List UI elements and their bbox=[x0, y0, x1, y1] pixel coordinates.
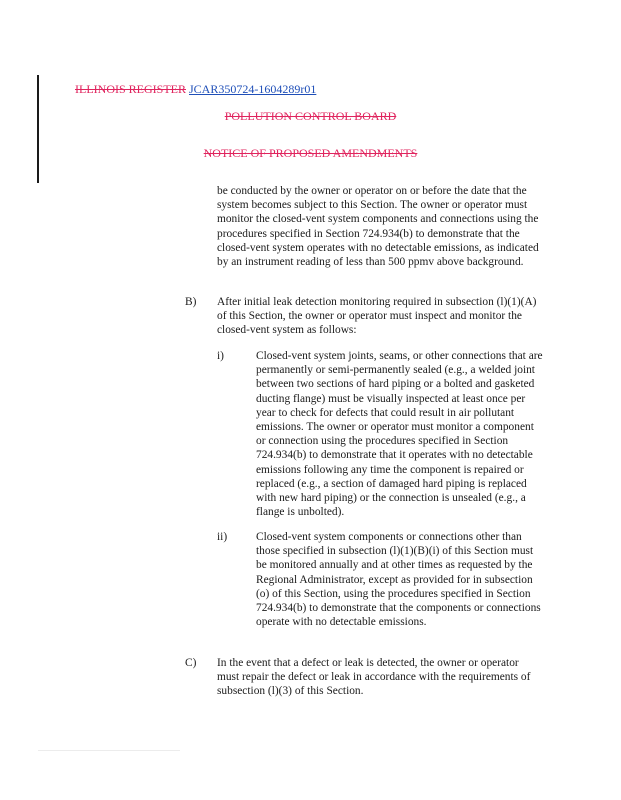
intro-paragraph: be conducted by the owner or operator on or before the date that the system becomes subject to this Section. The owner or operator must monitor the closed-vent system components and connections using the procedures specified in Section 724.934(b) to demonstrate that the closed-vent system operates with no detectable emissions, as indicated by an instrument reading of less than 500 ppmv above background. bbox=[217, 185, 539, 269]
item-B-ii-text: Closed-vent system components or connections other than those specified in subsection (l)(1)(B)(i) of this Section must be monitored annually and at other times as requested by the Regional Administrator, except as provided for in subsection (o) of this Section, using the procedures specified in Section 724.934(b) to demonstrate that the components or connections operate with no detectable emissions. bbox=[256, 531, 541, 629]
register-header bbox=[75, 82, 316, 96]
item-B-ii-label: ii) bbox=[217, 531, 228, 543]
register-struck-text: ILLINOIS REGISTER bbox=[75, 82, 186, 96]
footer-rule bbox=[38, 750, 180, 751]
item-C-text: In the event that a defect or leak is detected, the owner or operator must repair the defect or leak in accordance with the requirements of subsection (l)(3) of this Section. bbox=[217, 657, 531, 698]
notice-title bbox=[0, 146, 621, 160]
board-title bbox=[0, 109, 621, 123]
item-B-text: After initial leak detection monitoring required in subsection (l)(1)(A) of this Section, the owner or operator must inspect and monitor the closed-vent system as follows: bbox=[217, 296, 537, 337]
revision-change-bar bbox=[37, 75, 39, 183]
board-struck-text: POLLUTION CONTROL BOARD bbox=[224, 109, 397, 123]
item-B-i-text: Closed-vent system joints, seams, or other connections that are permanently or semi-permanently sealed (e.g., a welded joint between two sections of hard piping or a bolted and gasketed ducting flange) must be visually inspected at least once per year to check for defects that could result in air pollutant emissions. The owner or operator must monitor a component or connection using the procedures specified in Section 724.934(b) to demonstrate that it operates with no detectable emissions following any time the component is repaired or replaced (e.g., a section of damaged hard piping is replaced with new hard piping) or the connection is unsealed (e.g., a flange is unbolted). bbox=[256, 350, 543, 519]
item-B-i-label: i) bbox=[217, 350, 224, 362]
item-C-label: C) bbox=[185, 657, 197, 669]
register-inserted-id: JCAR350724-1604289r01 bbox=[189, 82, 317, 96]
notice-struck-text: NOTICE OF PROPOSED AMENDMENTS bbox=[203, 146, 418, 160]
item-B-label: B) bbox=[185, 296, 197, 308]
